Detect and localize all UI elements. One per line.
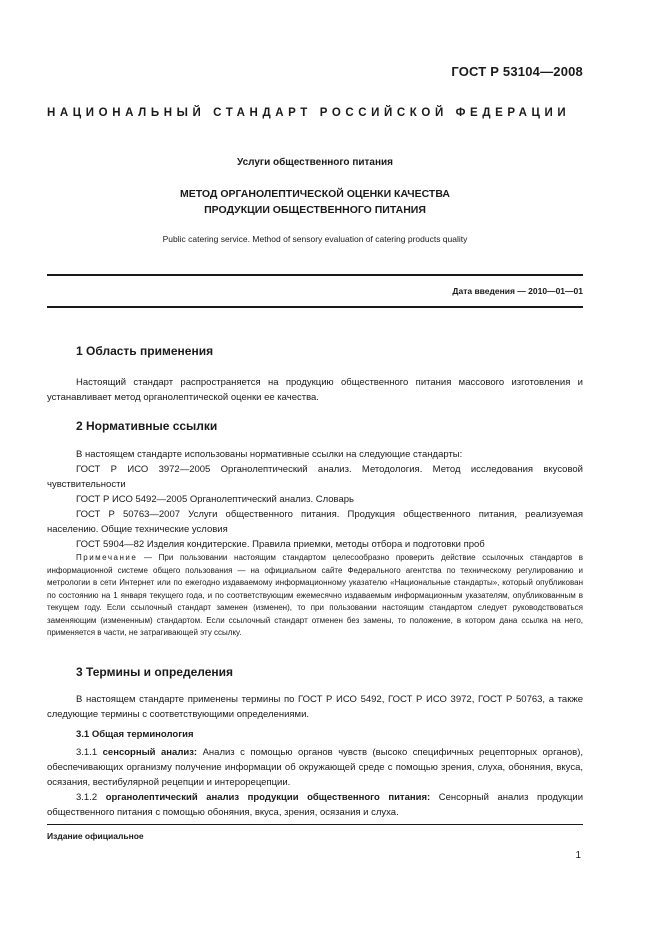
- title-divider: [47, 274, 583, 276]
- term-number: 3.1.2: [76, 792, 98, 803]
- title-line-1: МЕТОД ОРГАНОЛЕПТИЧЕСКОЙ ОЦЕНКИ КАЧЕСТВА: [180, 188, 450, 200]
- introduction-date: Дата введения — 2010—01—01: [452, 286, 583, 296]
- document-code: ГОСТ Р 53104—2008: [451, 64, 583, 79]
- date-divider: [47, 306, 583, 308]
- definitions-body: [47, 745, 583, 820]
- english-title: Public catering service. Method of sensory evaluation of catering products quality: [162, 234, 468, 244]
- term-name: органолептический анализ продукции общественного питания:: [105, 792, 431, 803]
- reference-item: ГОСТ Р 50763—2007 Услуги общественного питания. Продукция общественного питания, реализуемая населению. Общие технические условия: [47, 509, 583, 535]
- term-3-1-2: [47, 790, 583, 820]
- note-text: — При пользовании настоящим стандартом целесообразно проверить действие ссылочных стандартов в информационной системе общего пользования — на официальном сайте Федерального агентства по техническому регулированию и метрологии в сети Интернет или по ежегодно издаваемому информационному указателю «Национальные стандарты», который опубликован по состоянию на 1 января текущего года, и по соответствующим ежемесячно издаваемым информационным указателям, опубликованным в текущем году. Если ссылочный стандарт заменен (изменен), то при пользовании настоящим стандартом следует руководствоваться заменяющим (измененным) стандартом. Если ссылочный стандарт отменен без замены, то положение, в котором дана ссылка на него, применяется в части, не затрагивающей эту ссылку.: [47, 553, 583, 637]
- term-number: 3.1.1: [76, 747, 98, 758]
- section-2-body: [47, 447, 583, 552]
- term-definition: Анализ с помощью органов чувств (высоко специфичных рецепторных органов), обеспечивающих организму получение информации об окружающей среде с помощью зрения, слуха, обоняния, вкуса, осязания, вестибулярной рецепции и интерорецепции.: [47, 747, 583, 788]
- note-block: [47, 552, 583, 640]
- page-number: 1: [575, 850, 581, 861]
- national-standard-banner: НАЦИОНАЛЬНЫЙ СТАНДАРТ РОССИЙСКОЙ ФЕДЕРАЦИИ: [47, 107, 571, 119]
- reference-item: ГОСТ Р ИСО 3972—2005 Органолептический анализ. Методология. Метод исследования вкусовой чувствительности: [47, 464, 583, 490]
- section-2-heading: 2 Нормативные ссылки: [76, 419, 218, 433]
- reference-item: ГОСТ 5904—82 Изделия кондитерские. Правила приемки, методы отбора и подготовки проб: [76, 539, 485, 550]
- edition-label: Издание официальное: [47, 831, 144, 841]
- title-line-2: ПРОДУКЦИИ ОБЩЕСТВЕННОГО ПИТАНИЯ: [204, 204, 426, 216]
- document-title: [47, 186, 583, 218]
- term-name: сенсорный анализ:: [102, 747, 198, 758]
- footer-divider: [47, 824, 583, 825]
- reference-item: ГОСТ Р ИСО 5492—2005 Органолептический анализ. Словарь: [76, 494, 354, 505]
- term-3-1-1: [47, 745, 583, 790]
- note-label: Примечание: [76, 553, 138, 562]
- subsection-3-1-heading: 3.1 Общая терминология: [76, 729, 194, 740]
- term-definition: Сенсорный анализ продукции общественного питания с помощью обоняния, вкуса, зрения, осязания и слуха.: [47, 792, 584, 818]
- section-3-heading: 3 Термины и определения: [76, 665, 234, 679]
- document-subtitle: Услуги общественного питания: [237, 157, 393, 168]
- section-3-intro: В настоящем стандарте применены термины по ГОСТ Р ИСО 5492, ГОСТ Р ИСО 3972, ГОСТ Р 50763, а также следующие термины с соответствующими определениями.: [47, 694, 583, 720]
- section-1-heading: 1 Область применения: [76, 344, 214, 358]
- section-2-intro: В настоящем стандарте использованы нормативные ссылки на следующие стандарты:: [76, 449, 463, 460]
- section-1-text: Настоящий стандарт распространяется на продукцию общественного питания массового изготовления и устанавливает метод органолептической оценки ее качества.: [47, 377, 583, 403]
